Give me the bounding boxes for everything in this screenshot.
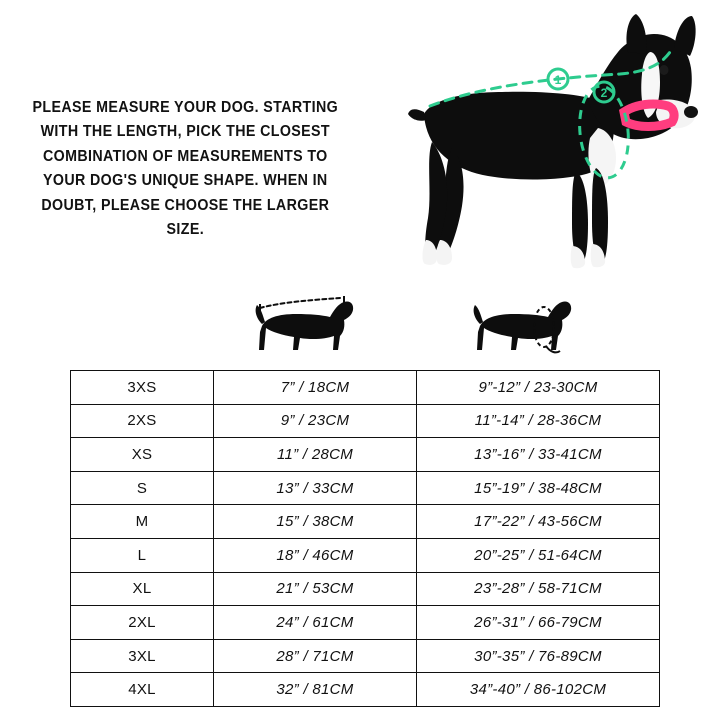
measuring-instructions: PLEASE MEASURE YOUR DOG. STARTING WITH THE LENGTH, PICK THE CLOSEST COMBINATION OF MEASUREMENTS TO YOUR DOG'S UNIQUE SHAPE. WHEN IN DOUBT, PLEASE CHOOSE THE LARGER SIZE. [32,99,339,239]
dog-photo [392,8,712,293]
table-row [71,371,660,405]
dog-girth-icon [470,296,580,358]
cell-size: 4XL [71,673,214,707]
cell-girth: 30”-35” / 76-89CM [417,639,660,673]
cell-length: 7” / 18CM [214,371,417,405]
cell-size: 3XS [71,371,214,405]
marker-one-label: 1 [554,73,562,87]
cell-size: S [71,471,214,505]
cell-size: XL [71,572,214,606]
table-row [71,639,660,673]
cell-length: 15” / 38CM [214,505,417,539]
marker-two-label: 2 [600,86,608,100]
cell-length: 18” / 46CM [214,538,417,572]
cell-size: 2XS [71,404,214,438]
cell-length: 28” / 71CM [214,639,417,673]
column-icons [70,294,650,364]
dog-body-shape [408,14,698,268]
cell-size: 2XL [71,606,214,640]
cell-girth: 20”-25” / 51-64CM [417,538,660,572]
cell-size: M [71,505,214,539]
cell-length: 21” / 53CM [214,572,417,606]
table-row [71,471,660,505]
cell-size: L [71,538,214,572]
cell-girth: 13”-16” / 33-41CM [417,438,660,472]
cell-girth: 23”-28” / 58-71CM [417,572,660,606]
cell-size: XS [71,438,214,472]
cell-girth: 34”-40” / 86-102CM [417,673,660,707]
cell-length: 11” / 28CM [214,438,417,472]
cell-length: 9” / 23CM [214,404,417,438]
table-row [71,572,660,606]
table-row [71,538,660,572]
dog-length-icon [252,296,362,358]
table-row [71,606,660,640]
cell-girth: 26”-31” / 66-79CM [417,606,660,640]
table-row [71,438,660,472]
cell-girth: 15”-19” / 38-48CM [417,471,660,505]
table-row [71,505,660,539]
cell-length: 32” / 81CM [214,673,417,707]
cell-length: 24” / 61CM [214,606,417,640]
cell-size: 3XL [71,639,214,673]
cell-girth: 17”-22” / 43-56CM [417,505,660,539]
size-chart-table [70,370,660,707]
table-row [71,404,660,438]
cell-girth: 9”-12” / 23-30CM [417,371,660,405]
table-row [71,673,660,707]
cell-girth: 11”-14” / 28-36CM [417,404,660,438]
size-chart-body [71,371,660,707]
cell-length: 13” / 33CM [214,471,417,505]
